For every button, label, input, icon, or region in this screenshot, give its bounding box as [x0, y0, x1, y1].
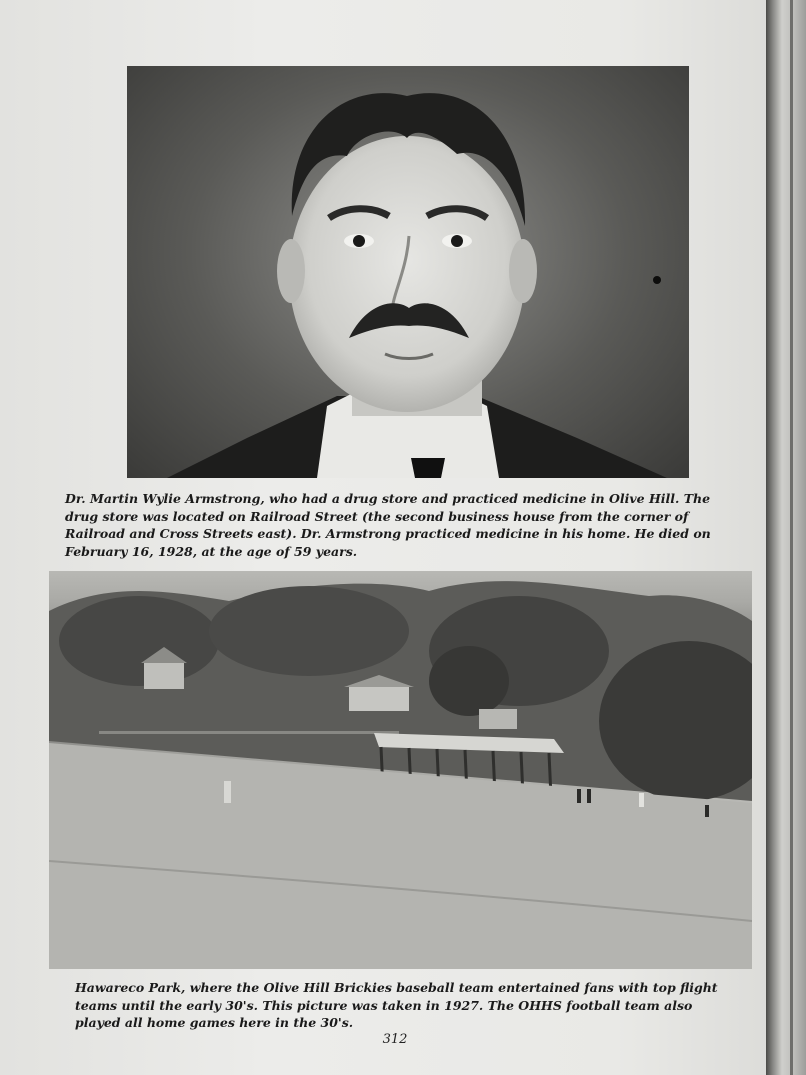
portrait-photo [127, 66, 689, 478]
facing-page-edge [790, 0, 793, 1075]
portrait-caption: Dr. Martin Wylie Armstrong, who had a drug store and practiced medicine in Olive Hill. The drug store was located on Railroad Street (the second business house from the corner of Railroad and Cross Streets east). Dr. Armstrong practiced medicine in his home. He died on February 16, 1928, at the age of 59 years. [65, 491, 711, 559]
page-number: 312 [382, 1032, 408, 1047]
book-gutter [766, 0, 806, 1075]
park-photo [49, 571, 752, 969]
park-caption: Hawareco Park, where the Olive Hill Brickies baseball team entertained fans with top flight teams until the early 30's. This picture was taken in 1927. The OHHS football team also played all home games here in the 30's. [75, 980, 718, 1030]
